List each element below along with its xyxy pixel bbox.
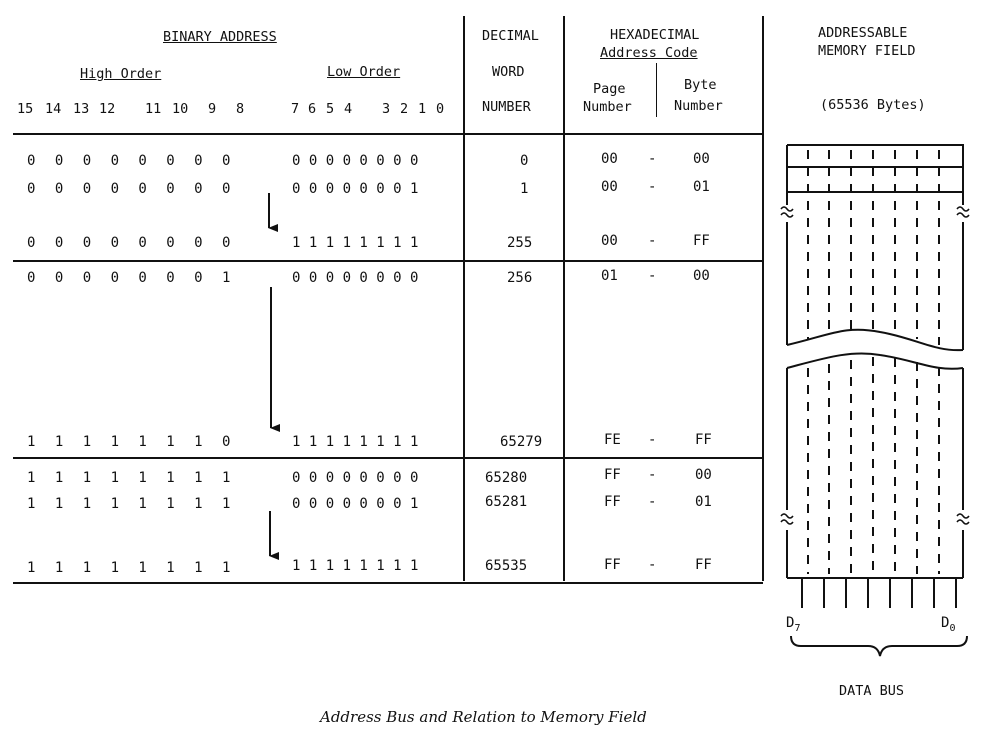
separator-dash: - xyxy=(648,233,657,249)
byte-value: 01 xyxy=(695,494,712,510)
decimal-value: 65281 xyxy=(485,494,528,510)
decimal-heading: DECIMAL xyxy=(482,28,539,44)
memory-block xyxy=(781,145,969,578)
binary-address-heading: BINARY ADDRESS xyxy=(163,29,277,45)
separator-dash: - xyxy=(648,268,657,284)
bit-13: 13 xyxy=(73,101,90,117)
number-heading: NUMBER xyxy=(482,99,531,115)
separator-dash: - xyxy=(648,151,657,167)
decimal-value: 256 xyxy=(507,270,533,286)
hexadecimal-heading: HEXADECIMAL xyxy=(610,27,700,43)
low-order-bits: 0 0 0 0 0 0 0 0 xyxy=(292,153,419,169)
bit-3: 3 xyxy=(382,101,391,117)
low-order-heading: Low Order xyxy=(327,64,401,80)
d7-label: $D_7$ xyxy=(786,615,801,634)
page-number-heading-1: Page xyxy=(593,81,626,97)
page-value: 00 xyxy=(601,233,618,249)
data-bus-lines xyxy=(802,578,956,608)
bit-5: 5 xyxy=(326,101,335,117)
continuation-arrows xyxy=(269,193,271,556)
byte-value: FF xyxy=(693,233,710,249)
byte-value: 01 xyxy=(693,179,710,195)
low-order-bits: 1 1 1 1 1 1 1 1 xyxy=(292,235,419,251)
high-order-bits: 0 0 0 0 0 0 0 0 xyxy=(27,181,231,197)
high-order-bits: 1 1 1 1 1 1 1 1 xyxy=(27,496,231,512)
byte-value: 00 xyxy=(693,151,710,167)
high-order-bits: 1 1 1 1 1 1 1 1 xyxy=(27,560,231,576)
address-code-heading: Address Code xyxy=(600,45,698,61)
decimal-value: 65280 xyxy=(485,470,528,486)
memory-size-heading: (65536 Bytes) xyxy=(820,97,926,113)
bit-1: 1 xyxy=(418,101,427,117)
d0-label: $D_0$ xyxy=(941,615,956,634)
low-order-bits: 0 0 0 0 0 0 0 0 xyxy=(292,270,419,286)
bit-8: 8 xyxy=(236,101,245,117)
byte-value: FF xyxy=(695,557,712,573)
page-value: FF xyxy=(604,557,621,573)
page-value: 00 xyxy=(601,151,618,167)
bit-2: 2 xyxy=(400,101,409,117)
separator-dash: - xyxy=(648,432,657,448)
page-value: FF xyxy=(604,494,621,510)
data-bus-label: DATA BUS xyxy=(839,683,905,699)
byte-value: 00 xyxy=(695,467,712,483)
break-mark-icon xyxy=(781,207,969,524)
byte-number-heading-1: Byte xyxy=(684,77,717,93)
bit-6: 6 xyxy=(308,101,317,117)
decimal-value: 65279 xyxy=(500,434,543,450)
bit-12: 12 xyxy=(99,101,116,117)
high-order-heading: High Order xyxy=(80,66,162,82)
bit-7: 7 xyxy=(291,101,300,117)
decimal-value: 0 xyxy=(520,153,529,169)
separator-dash: - xyxy=(648,179,657,195)
low-order-bits: 0 0 0 0 0 0 0 0 xyxy=(292,470,419,486)
byte-number-heading-2: Number xyxy=(674,98,723,114)
page-value: FE xyxy=(604,432,621,448)
decimal-value: 255 xyxy=(507,235,533,251)
bit-15: 15 xyxy=(17,101,34,117)
data-bus-brace-icon xyxy=(791,636,967,656)
addressable-heading: ADDRESSABLE xyxy=(818,25,908,41)
bit-11: 11 xyxy=(145,101,162,117)
low-order-bits: 1 1 1 1 1 1 1 1 xyxy=(292,434,419,450)
high-order-bits: 0 0 0 0 0 0 0 1 xyxy=(27,270,231,286)
separator-dash: - xyxy=(648,494,657,510)
bit-14: 14 xyxy=(45,101,62,117)
bit-4: 4 xyxy=(344,101,353,117)
page-value: 00 xyxy=(601,179,618,195)
low-order-bits: 0 0 0 0 0 0 0 1 xyxy=(292,181,419,197)
page-number-heading-2: Number xyxy=(583,99,632,115)
figure-caption: Address Bus and Relation to Memory Field xyxy=(320,708,647,726)
decimal-value: 1 xyxy=(520,181,529,197)
memory-field-heading: MEMORY FIELD xyxy=(818,43,916,59)
high-order-bits: 0 0 0 0 0 0 0 0 xyxy=(27,153,231,169)
word-heading: WORD xyxy=(492,64,525,80)
low-order-bits: 0 0 0 0 0 0 0 1 xyxy=(292,496,419,512)
byte-value: FF xyxy=(695,432,712,448)
page-value: 01 xyxy=(601,268,618,284)
high-order-bits: 1 1 1 1 1 1 1 0 xyxy=(27,434,231,450)
separator-dash: - xyxy=(648,467,657,483)
high-order-bits: 0 0 0 0 0 0 0 0 xyxy=(27,235,231,251)
low-order-bits: 1 1 1 1 1 1 1 1 xyxy=(292,558,419,574)
separator-dash: - xyxy=(648,557,657,573)
bit-0: 0 xyxy=(436,101,445,117)
page-value: FF xyxy=(604,467,621,483)
byte-value: 00 xyxy=(693,268,710,284)
decimal-value: 65535 xyxy=(485,558,528,574)
bit-10: 10 xyxy=(172,101,189,117)
high-order-bits: 1 1 1 1 1 1 1 1 xyxy=(27,470,231,486)
bit-9: 9 xyxy=(208,101,217,117)
